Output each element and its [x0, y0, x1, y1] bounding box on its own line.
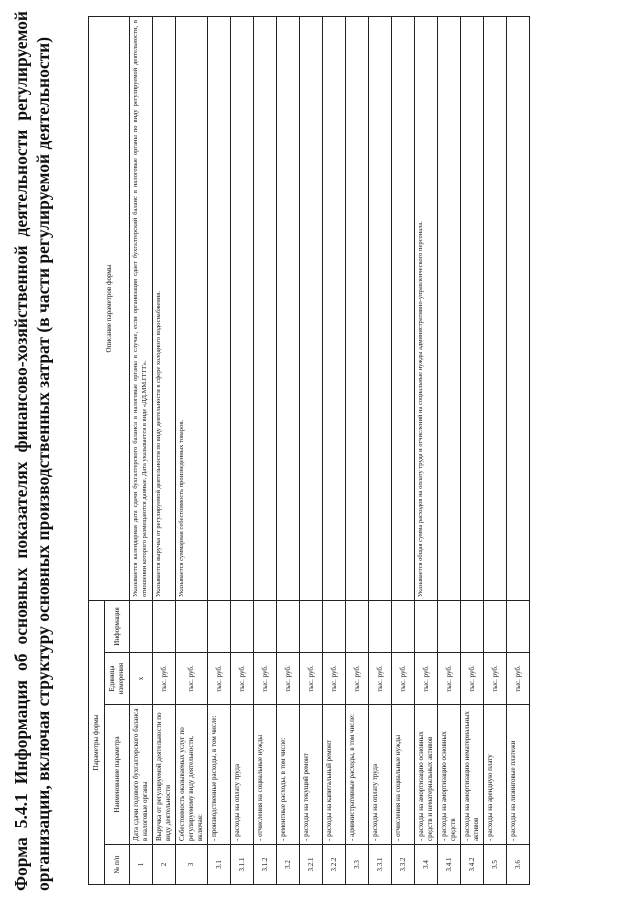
table-row	[277, 16, 300, 884]
description-cell	[392, 16, 415, 600]
row-number-cell: 3.6	[507, 845, 530, 885]
information-cell[interactable]	[231, 600, 254, 652]
parameter-name-cell: - расходы на арендную плату	[484, 705, 507, 845]
description-cell	[346, 16, 369, 600]
form-title	[10, 11, 54, 891]
information-cell[interactable]	[392, 600, 415, 652]
table-row	[208, 16, 231, 884]
information-cell[interactable]	[323, 600, 346, 652]
row-number-cell: 1	[130, 845, 153, 885]
description-cell	[208, 16, 231, 600]
row-number-cell: 3.4.2	[461, 845, 484, 885]
table-row	[130, 16, 153, 884]
parameter-name-cell: Дата сдачи годового бухгалтерского баланса в налоговые органы	[130, 705, 153, 845]
parameter-name-cell: - расходы на амортизацию нематериальных активов	[461, 705, 484, 845]
information-cell[interactable]	[208, 600, 231, 652]
description-cell	[323, 16, 346, 600]
information-cell[interactable]	[346, 600, 369, 652]
table-body	[130, 16, 530, 884]
description-cell	[300, 16, 323, 600]
description-cell	[231, 16, 254, 600]
information-cell[interactable]	[277, 600, 300, 652]
unit-cell: тыс. руб.	[208, 653, 231, 705]
description-cell	[461, 16, 484, 600]
form-title-line-2: организации, включая структуру основных производственных затрат (в части регулируемой деятельности)	[33, 36, 53, 891]
description-cell	[277, 16, 300, 600]
information-cell[interactable]	[484, 600, 507, 652]
parameter-name-cell: - расходы на лизинговые платежи	[507, 705, 530, 845]
column-header-unit: Единица измерения	[105, 653, 130, 705]
unit-cell: тыс. руб.	[369, 653, 392, 705]
parameter-name-cell: - ремонтные расходы, в том числе:	[277, 705, 300, 845]
parameter-name-cell: - отчисления на социальные нужды	[254, 705, 277, 845]
parameter-name-cell: - административные расходы, в том числе:	[346, 705, 369, 845]
information-cell[interactable]	[461, 600, 484, 652]
table-row	[346, 16, 369, 884]
description-cell	[484, 16, 507, 600]
parameter-name-cell: - расходы на текущий ремонт	[300, 705, 323, 845]
unit-cell: тыс. руб.	[461, 653, 484, 705]
information-cell[interactable]	[176, 600, 208, 652]
unit-cell: тыс. руб.	[231, 653, 254, 705]
column-header-name: Наименование параметра	[105, 705, 130, 845]
column-header-description: Описание параметров формы	[89, 16, 130, 600]
table-row	[153, 16, 176, 884]
row-number-cell: 3.3.2	[392, 845, 415, 885]
information-cell[interactable]	[415, 600, 438, 652]
row-number-cell: 3.1.1	[231, 845, 254, 885]
unit-cell: x	[130, 653, 153, 705]
row-number-cell: 3.3.1	[369, 845, 392, 885]
parameter-name-cell: Выручка от регулируемой деятельности по виду деятельности	[153, 705, 176, 845]
description-cell	[438, 16, 461, 600]
unit-cell: тыс. руб.	[300, 653, 323, 705]
unit-cell: тыс. руб.	[415, 653, 438, 705]
table-row	[254, 16, 277, 884]
unit-cell: тыс. руб.	[438, 653, 461, 705]
parameter-name-cell: Себестоимость оказываемых услуг по регулируемому виду деятельности, включая:	[176, 705, 208, 845]
unit-cell: тыс. руб.	[346, 653, 369, 705]
information-cell[interactable]	[254, 600, 277, 652]
information-cell[interactable]	[507, 600, 530, 652]
description-cell	[369, 16, 392, 600]
parameter-name-cell: - отчисления на социальные нужды	[392, 705, 415, 845]
information-cell[interactable]	[300, 600, 323, 652]
column-header-number: № п/п	[105, 845, 130, 885]
description-cell: Указывается выручка от регулируемой деятельности по виду деятельности в сфере холодного водоснабжения.	[153, 16, 176, 600]
unit-cell: тыс. руб.	[277, 653, 300, 705]
parameter-name-cell: - расходы на капитальный ремонт	[323, 705, 346, 845]
parameter-name-cell: - расходы на амортизацию основных средств и нематериальных активов	[415, 705, 438, 845]
description-cell: Указывается календарная дата сдачи бухгалтерского баланса в налоговые органы в случае, если организация сдает бухгалтерский баланс в налоговые органы по виду регулируемой деятельности, в отношении которого размещаются данные. Дата указывается в виде «ДД.ММ.ГГГГ».	[130, 16, 153, 600]
description-cell	[507, 16, 530, 600]
unit-cell: тыс. руб.	[176, 653, 208, 705]
information-cell[interactable]	[369, 600, 392, 652]
table-row	[323, 16, 346, 884]
table-row	[392, 16, 415, 884]
table-row	[415, 16, 438, 884]
information-cell[interactable]	[438, 600, 461, 652]
unit-cell: тыс. руб.	[392, 653, 415, 705]
row-number-cell: 3.1.2	[254, 845, 277, 885]
table-row	[369, 16, 392, 884]
parameter-name-cell: - производственные расходы, в том числе:	[208, 705, 231, 845]
row-number-cell: 3	[176, 845, 208, 885]
row-number-cell: 3.4	[415, 845, 438, 885]
table-row	[231, 16, 254, 884]
row-number-cell: 3.2.2	[323, 845, 346, 885]
unit-cell: тыс. руб.	[153, 653, 176, 705]
unit-cell: тыс. руб.	[484, 653, 507, 705]
information-cell[interactable]	[153, 600, 176, 652]
table-group-header-row	[89, 16, 105, 884]
parameter-name-cell: - расходы на оплату труда	[231, 705, 254, 845]
row-number-cell: 3.1	[208, 845, 231, 885]
group-header: Параметры формы	[89, 600, 105, 884]
parameter-name-cell: - расходы на оплату труда	[369, 705, 392, 845]
table-row	[484, 16, 507, 884]
table-row	[438, 16, 461, 884]
table-row	[300, 16, 323, 884]
unit-cell: тыс. руб.	[507, 653, 530, 705]
row-number-cell: 3.2.1	[300, 845, 323, 885]
row-number-cell: 3.4.1	[438, 845, 461, 885]
table-row	[176, 16, 208, 884]
table-row	[461, 16, 484, 884]
table-row	[507, 16, 530, 884]
row-number-cell: 2	[153, 845, 176, 885]
unit-cell: тыс. руб.	[323, 653, 346, 705]
row-number-cell: 3.3	[346, 845, 369, 885]
parameter-name-cell: - расходы на амортизацию основных средств	[438, 705, 461, 845]
form-title-line-1: Форма 5.4.1 Информация об основных показателях финансово-хозяйственной деятельности регулируемой	[11, 11, 31, 891]
row-number-cell: 3.5	[484, 845, 507, 885]
unit-cell: тыс. руб.	[254, 653, 277, 705]
description-cell: Указывается общая сумма расходов на оплату труда и отчислений на социальные нужды административно-управленческого персонала.	[415, 16, 438, 600]
description-cell	[254, 16, 277, 600]
column-header-info: Информация	[105, 600, 130, 652]
description-cell: Указывается суммарная себестоимость произведенных товаров.	[176, 16, 208, 600]
parameters-table	[88, 16, 530, 885]
information-cell[interactable]	[130, 600, 153, 652]
row-number-cell: 3.2	[277, 845, 300, 885]
